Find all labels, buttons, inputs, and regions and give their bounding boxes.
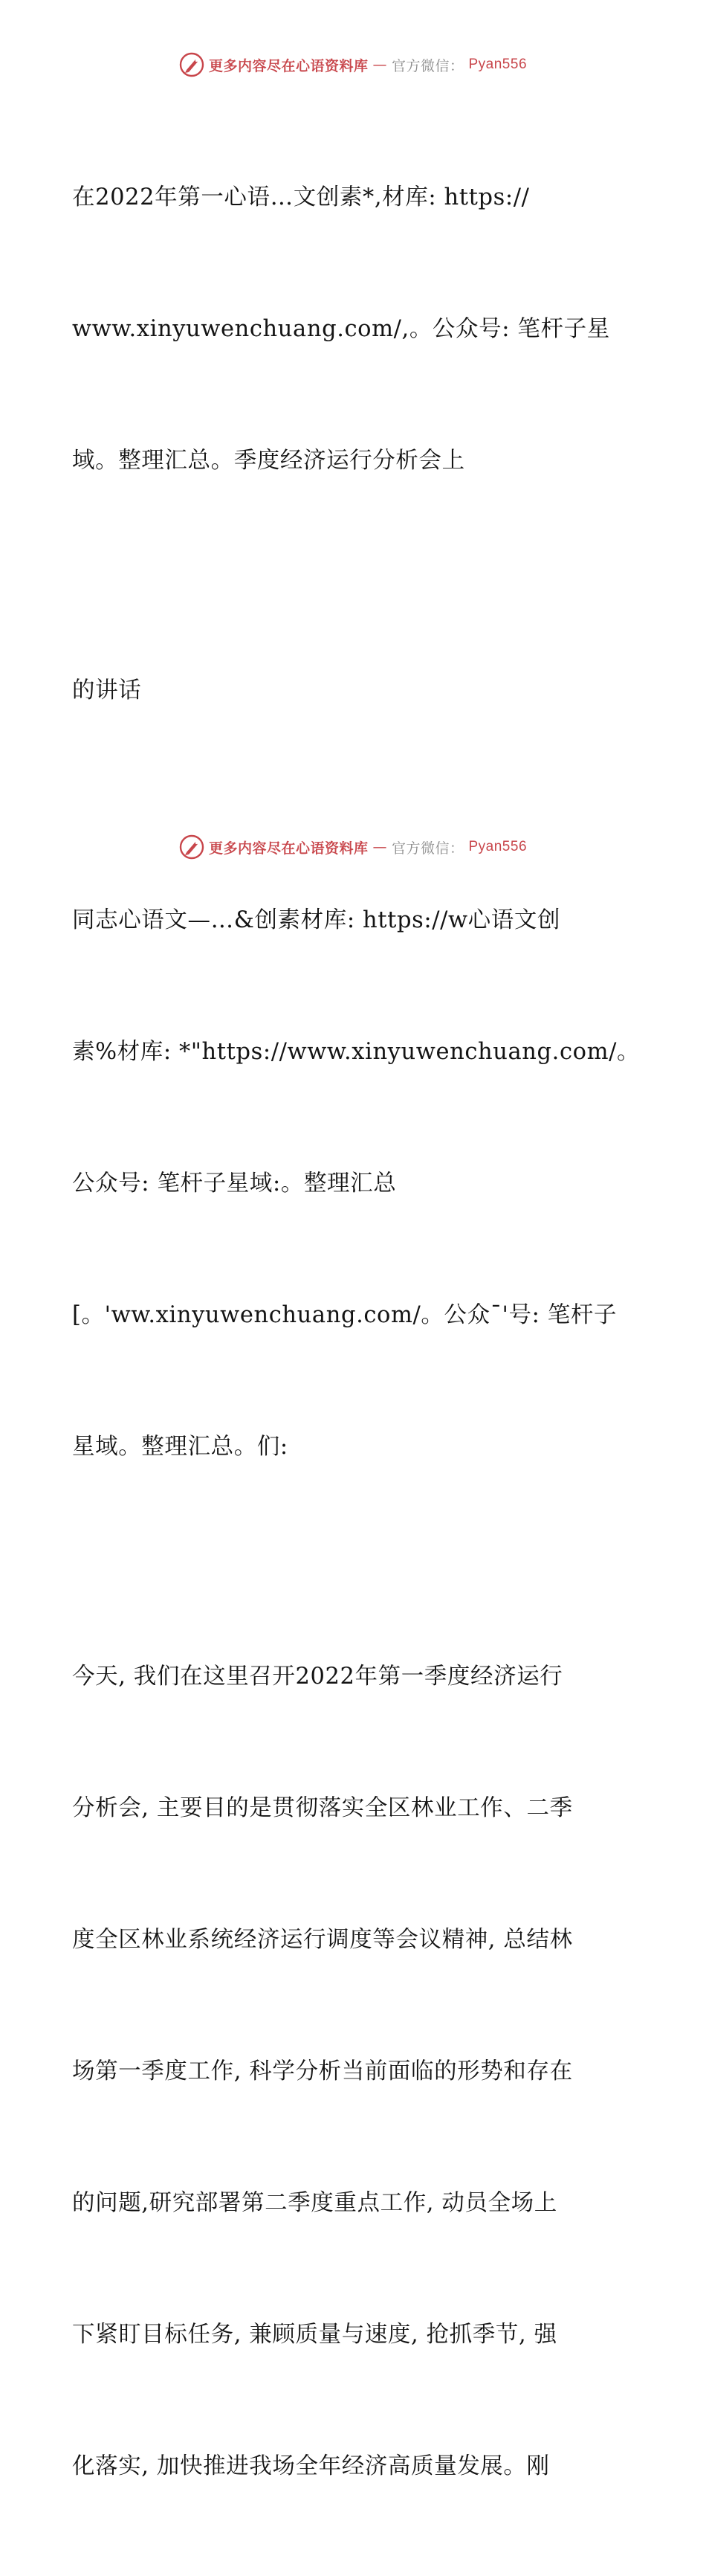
watermark-separator: — — [372, 57, 387, 73]
text-line: 下紧盯目标任务, 兼顾质量与速度, 抢抓季节, 强 — [72, 2322, 557, 2348]
pen-logo-icon — [179, 52, 204, 77]
paragraph-body — [72, 1567, 637, 2576]
text-line: www.xinyuwenchuang.com/,。公众号: 笔杆子星 — [72, 316, 610, 342]
text-line: 素%材库: *"https://www.xinyuwenchuang.com/。 — [72, 1039, 641, 1065]
watermark-main-text: 更多内容尽在心语资料库 — [208, 57, 369, 74]
text-line: 今天, 我们在这里召开2022年第一季度经济运行 — [72, 1664, 563, 1690]
watermark-wechat-id: Pyan556 — [468, 57, 528, 72]
watermark-secondary-text: 官方微信： — [391, 840, 464, 857]
watermark-separator: — — [372, 839, 387, 855]
text-line: 化落实, 加快推进我场全年经济高质量发展。刚 — [72, 2453, 550, 2479]
text-line: 分析会, 主要目的是贯彻落实全区林业工作、二季 — [72, 1795, 573, 1821]
text-line: 星域。整理汇总。们: — [72, 1434, 288, 1460]
text-line: 公众号: 笔杆子星域:。整理汇总 — [72, 1171, 397, 1197]
watermark-secondary-text: 官方微信： — [391, 57, 464, 74]
text-line: 场第一季度工作, 科学分析当前面临的形势和存在 — [72, 2058, 573, 2084]
text-line: 在2022年第一心语…文创素*,材库: https:// — [72, 184, 530, 210]
watermark-wechat-id: Pyan556 — [468, 839, 528, 854]
paragraph-title-end — [72, 581, 637, 800]
text-line: [。'ww.xinyuwenchuang.com/。公众¯'号: 笔杆子 — [72, 1302, 618, 1328]
watermark-main-text: 更多内容尽在心语资料库 — [208, 840, 369, 857]
text-line: 的讲话 — [72, 677, 142, 703]
paragraph-salutation — [72, 811, 641, 1556]
text-line: 度全区林业系统经济运行调度等会议精神, 总结林 — [72, 1927, 573, 1953]
text-line: 的问题,研究部署第二季度重点工作, 动员全场上 — [72, 2190, 557, 2216]
text-line: 同志心语文—…&创素材库: https://w心语文创 — [72, 907, 561, 933]
text-line: 域。整理汇总。季度经济运行分析会上 — [72, 448, 465, 474]
header-watermark — [0, 52, 706, 77]
document-body — [72, 88, 641, 2576]
pen-logo-icon — [179, 834, 204, 860]
footer-watermark — [0, 834, 706, 860]
paragraph-title-intro — [72, 88, 637, 570]
